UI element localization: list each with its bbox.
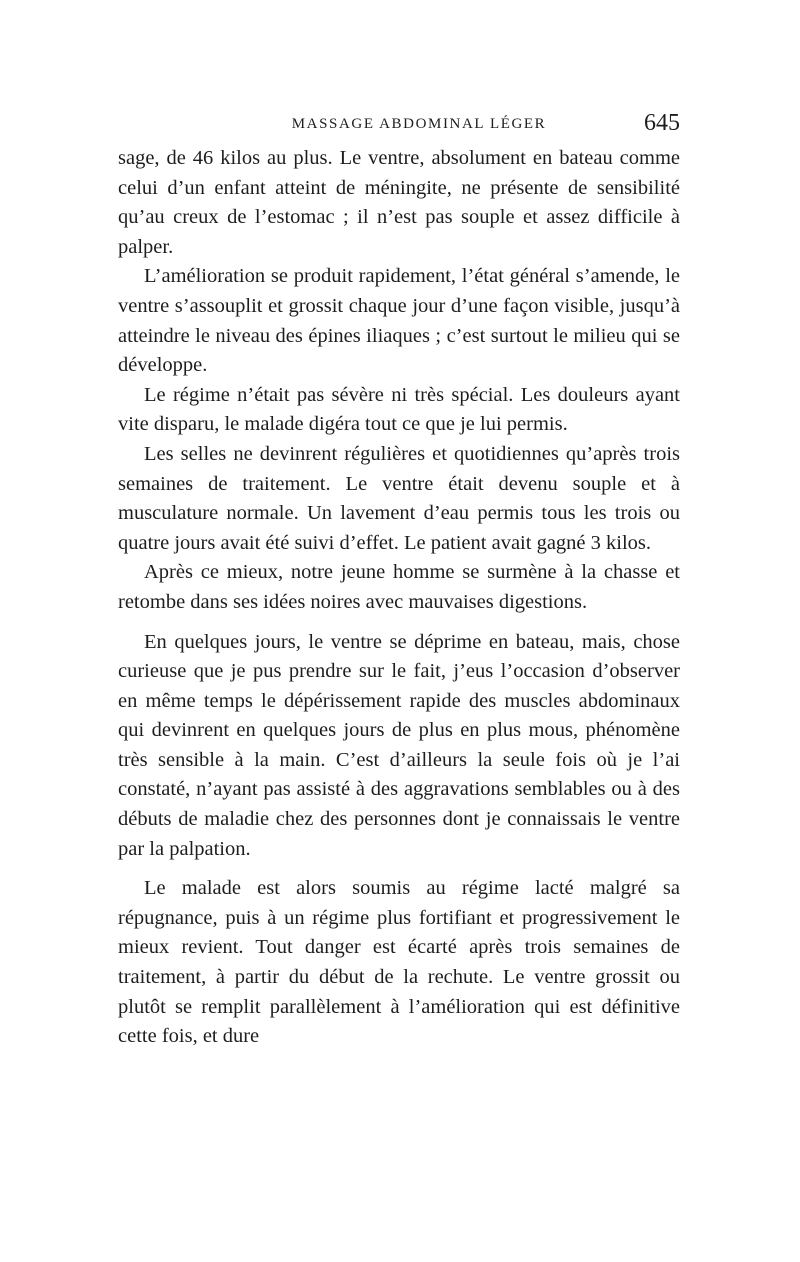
- paragraph: sage, de 46 kilos au plus. Le ventre, absolument en bateau comme celui d’un enfant atteint de méningite, ne présente de sensibilité qu’au creux de l’estomac ; il n’est pas souple et assez difficile à palper.: [118, 147, 680, 258]
- running-head: [118, 110, 680, 144]
- running-title: MASSAGE ABDOMINAL LÉGER: [291, 116, 547, 132]
- page-number: 645: [644, 110, 680, 136]
- paragraph: Le régime n’était pas sévère ni très spécial. Les douleurs ayant vite disparu, le malade digéra tout ce que je lui permis.: [118, 383, 680, 436]
- paragraph: En quelques jours, le ventre se déprime en bateau, mais, chose curieuse que je pus prendre sur le fait, j’eus l’occasion d’observer en même temps le dépérissement rapide des muscles abdominaux qui devinrent en quelques jours de plus en plus mous, phénomène très sensible à la main. C’est d’ailleurs la seule fois où je l’ai constaté, n’ayant pas assisté à des aggravations semblables ou à des débuts de maladie chez des personnes dont je connaissais le ventre par la palpation.: [118, 630, 680, 860]
- paragraph: L’amélioration se produit rapidement, l’état général s’amende, le ventre s’assouplit et grossit chaque jour d’une façon visible, jusqu’à atteindre le niveau des épines iliaques ; c’est surtout le milieu qui se développe.: [118, 265, 680, 377]
- body-text: [118, 144, 680, 1052]
- paragraph: Après ce mieux, notre jeune homme se surmène à la chasse et retombe dans ses idées noires avec mauvaises digestions.: [118, 561, 680, 613]
- paragraph: Les selles ne devinrent régulières et quotidiennes qu’après trois semaines de traitement. Le ventre était devenu souple et à musculature normale. Un lavement d’eau permis tous les trois ou quatre jours avait été suivi d’effet. Le patient avait gagné 3 kilos.: [118, 442, 680, 554]
- paragraph: Le malade est alors soumis au régime lacté malgré sa répugnance, puis à un régime plus fortifiant et progressivement le mieux revient. Tout danger est écarté après trois semaines de traitement, à partir du début de la rechute. Le ventre grossit ou plutôt se remplit parallèlement à l’amélioration qui est définitive cette fois, et dure: [118, 877, 680, 1048]
- book-page: [118, 110, 680, 1052]
